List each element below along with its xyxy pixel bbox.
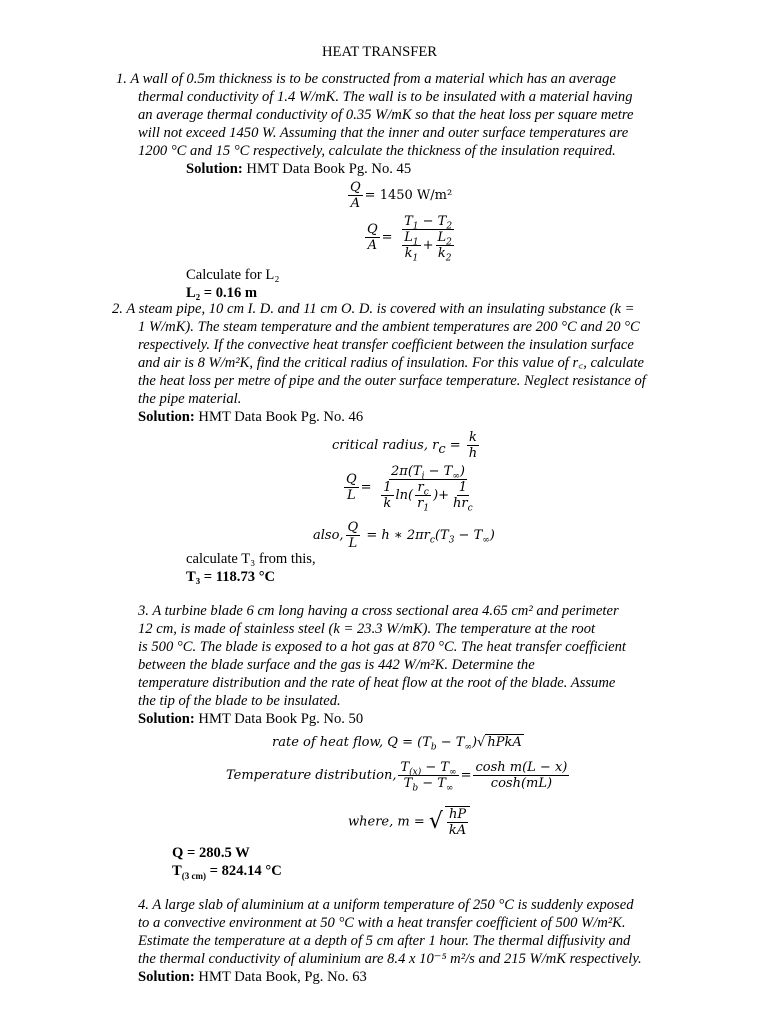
q3-answer-t: $T_{(3 cm)} = 824.14$ °C: [172, 863, 282, 881]
q1-line: thermal conductivity of 1.4 W/mK. The wall is to be insulated with a material having: [138, 89, 633, 105]
q3-equation-heat-flow: rate of heat flow, $Q = (T_b - T_\infty)√$ hPkA: [272, 735, 522, 753]
q1-line: an average thermal conductivity of 0.35 W/mK so that the heat loss per square metre: [138, 107, 634, 123]
q2-line: 2. A steam pipe, 10 cm I. D. and 11 cm O. D. is covered with an insulating substance (k =: [112, 301, 635, 317]
q1-line: will not exceed 1450 W. Assuming that the inner and outer surface temperatures are: [138, 125, 629, 141]
q3-line: 3. A turbine blade 6 cm long having a cross sectional area 4.65 cm² and perimeter: [138, 603, 619, 619]
q3-line: temperature distribution and the rate of heat flow at the root of the blade. Assume: [138, 675, 616, 691]
q1-answer: L₂ = 0.16 m: [186, 285, 258, 301]
q2-line: the pipe material.: [138, 391, 242, 407]
q1-solution: [186, 160, 411, 178]
q4-line: to a convective environment at 50 °C with a heat transfer coefficient of 500 W/m²K.: [138, 915, 626, 931]
q3-line: the tip of the blade to be insulated.: [138, 693, 341, 709]
q2-equation-also: also, $\frac{Q}{L}$ = h ∗ $2\pi r_c(T_3 - T_\infty)$: [313, 520, 495, 551]
solution-label: Solution:: [138, 409, 195, 425]
q4-solution: [138, 968, 367, 986]
q1-calc: Calculate for L₂: [186, 267, 280, 283]
solution-label: Solution:: [138, 711, 195, 727]
solution-ref: HMT Data Book Pg. No. 50: [194, 711, 364, 727]
q1-equation-1: $\frac{Q}{A}$ = 1450 W/m²: [350, 180, 453, 211]
q1-line: 1. A wall of 0.5m thickness is to be constructed from a material which has an average: [116, 71, 616, 87]
q3-line: 12 cm, is made of stainless steel (k = 23.3 W/mK). The temperature at the root: [138, 621, 596, 637]
q2-equation-heat-loss: $\frac{Q}{L}$ = $2\pi(T_i - T_\infty)$ $\frac{1}{k}$ ln( $\frac{r_c}{r_1}$ )+ $\frac{1}{hr_c}$: [346, 464, 473, 514]
q4-line: 4. A large slab of aluminium at a uniform temperature of 250 °C is suddenly exposed: [138, 897, 634, 913]
q3-equation-temperature: Temperature distribution, $\frac{T_{(x)} - T_\infty}{T_b - T_\infty}$ = $\frac{\text{cosh m(L − x)}}{\cosh(mL)}$: [226, 760, 568, 794]
q1-equation-2: $\frac{Q}{A}$ = $T_1 - T_2$ $\frac{L_1}{k_1}$ + $\frac{L_2}{k_2}$: [367, 214, 453, 264]
q3-solution: [138, 710, 363, 728]
q3-line: is 500 °C. The blade is exposed to a hot gas at 870 °C. The heat transfer coefficient: [138, 639, 626, 655]
q2-line: the heat loss per metre of pipe and the outer surface temperature. Neglect resistance of: [138, 373, 646, 389]
page-title: HEAT TRANSFER: [322, 44, 438, 60]
solution-ref: HMT Data Book Pg. No. 45: [242, 161, 412, 177]
q2-line: respectively. If the convective heat transfer coefficient between the insulation surface: [138, 337, 634, 353]
solution-label: Solution:: [186, 161, 243, 177]
solution-ref: HMT Data Book, Pg. No. 63: [194, 969, 367, 985]
q3-line: between the blade surface and the gas is 442 W/m²K. Determine the: [138, 657, 535, 673]
solution-label: Solution:: [138, 969, 195, 985]
q3-answer-q: Q = 280.5 W: [172, 845, 250, 861]
q1-line: 1200 °C and 15 °C respectively, calculate the thickness of the insulation required.: [138, 143, 616, 159]
q2-line: 1 W/mK). The steam temperature and the ambient temperatures are 200 °C and 20 °C: [138, 319, 640, 335]
q2-solution: [138, 408, 363, 426]
q2-equation-critical-radius: critical radius, $r_c$ = $\frac{k}{h}$: [332, 430, 478, 461]
q4-line: Estimate the temperature at a depth of 5 cm after 1 hour. The thermal diffusivity and: [138, 933, 631, 949]
q2-answer: T₃ = 118.73 °C: [186, 569, 276, 585]
q4-line: the thermal conductivity of aluminium are 8.4 x 10⁻⁵ m²/s and 215 W/mK respectively.: [138, 951, 642, 967]
q3-equation-m: where, m = √ $\frac{hP}{kA}$: [348, 806, 472, 838]
q2-calc: calculate T₃ from this,: [186, 551, 316, 567]
q2-line: and air is 8 W/m²K, find the critical radius of insulation. For this value of r꜀, calculate: [138, 355, 644, 371]
solution-ref: HMT Data Book Pg. No. 46: [194, 409, 364, 425]
